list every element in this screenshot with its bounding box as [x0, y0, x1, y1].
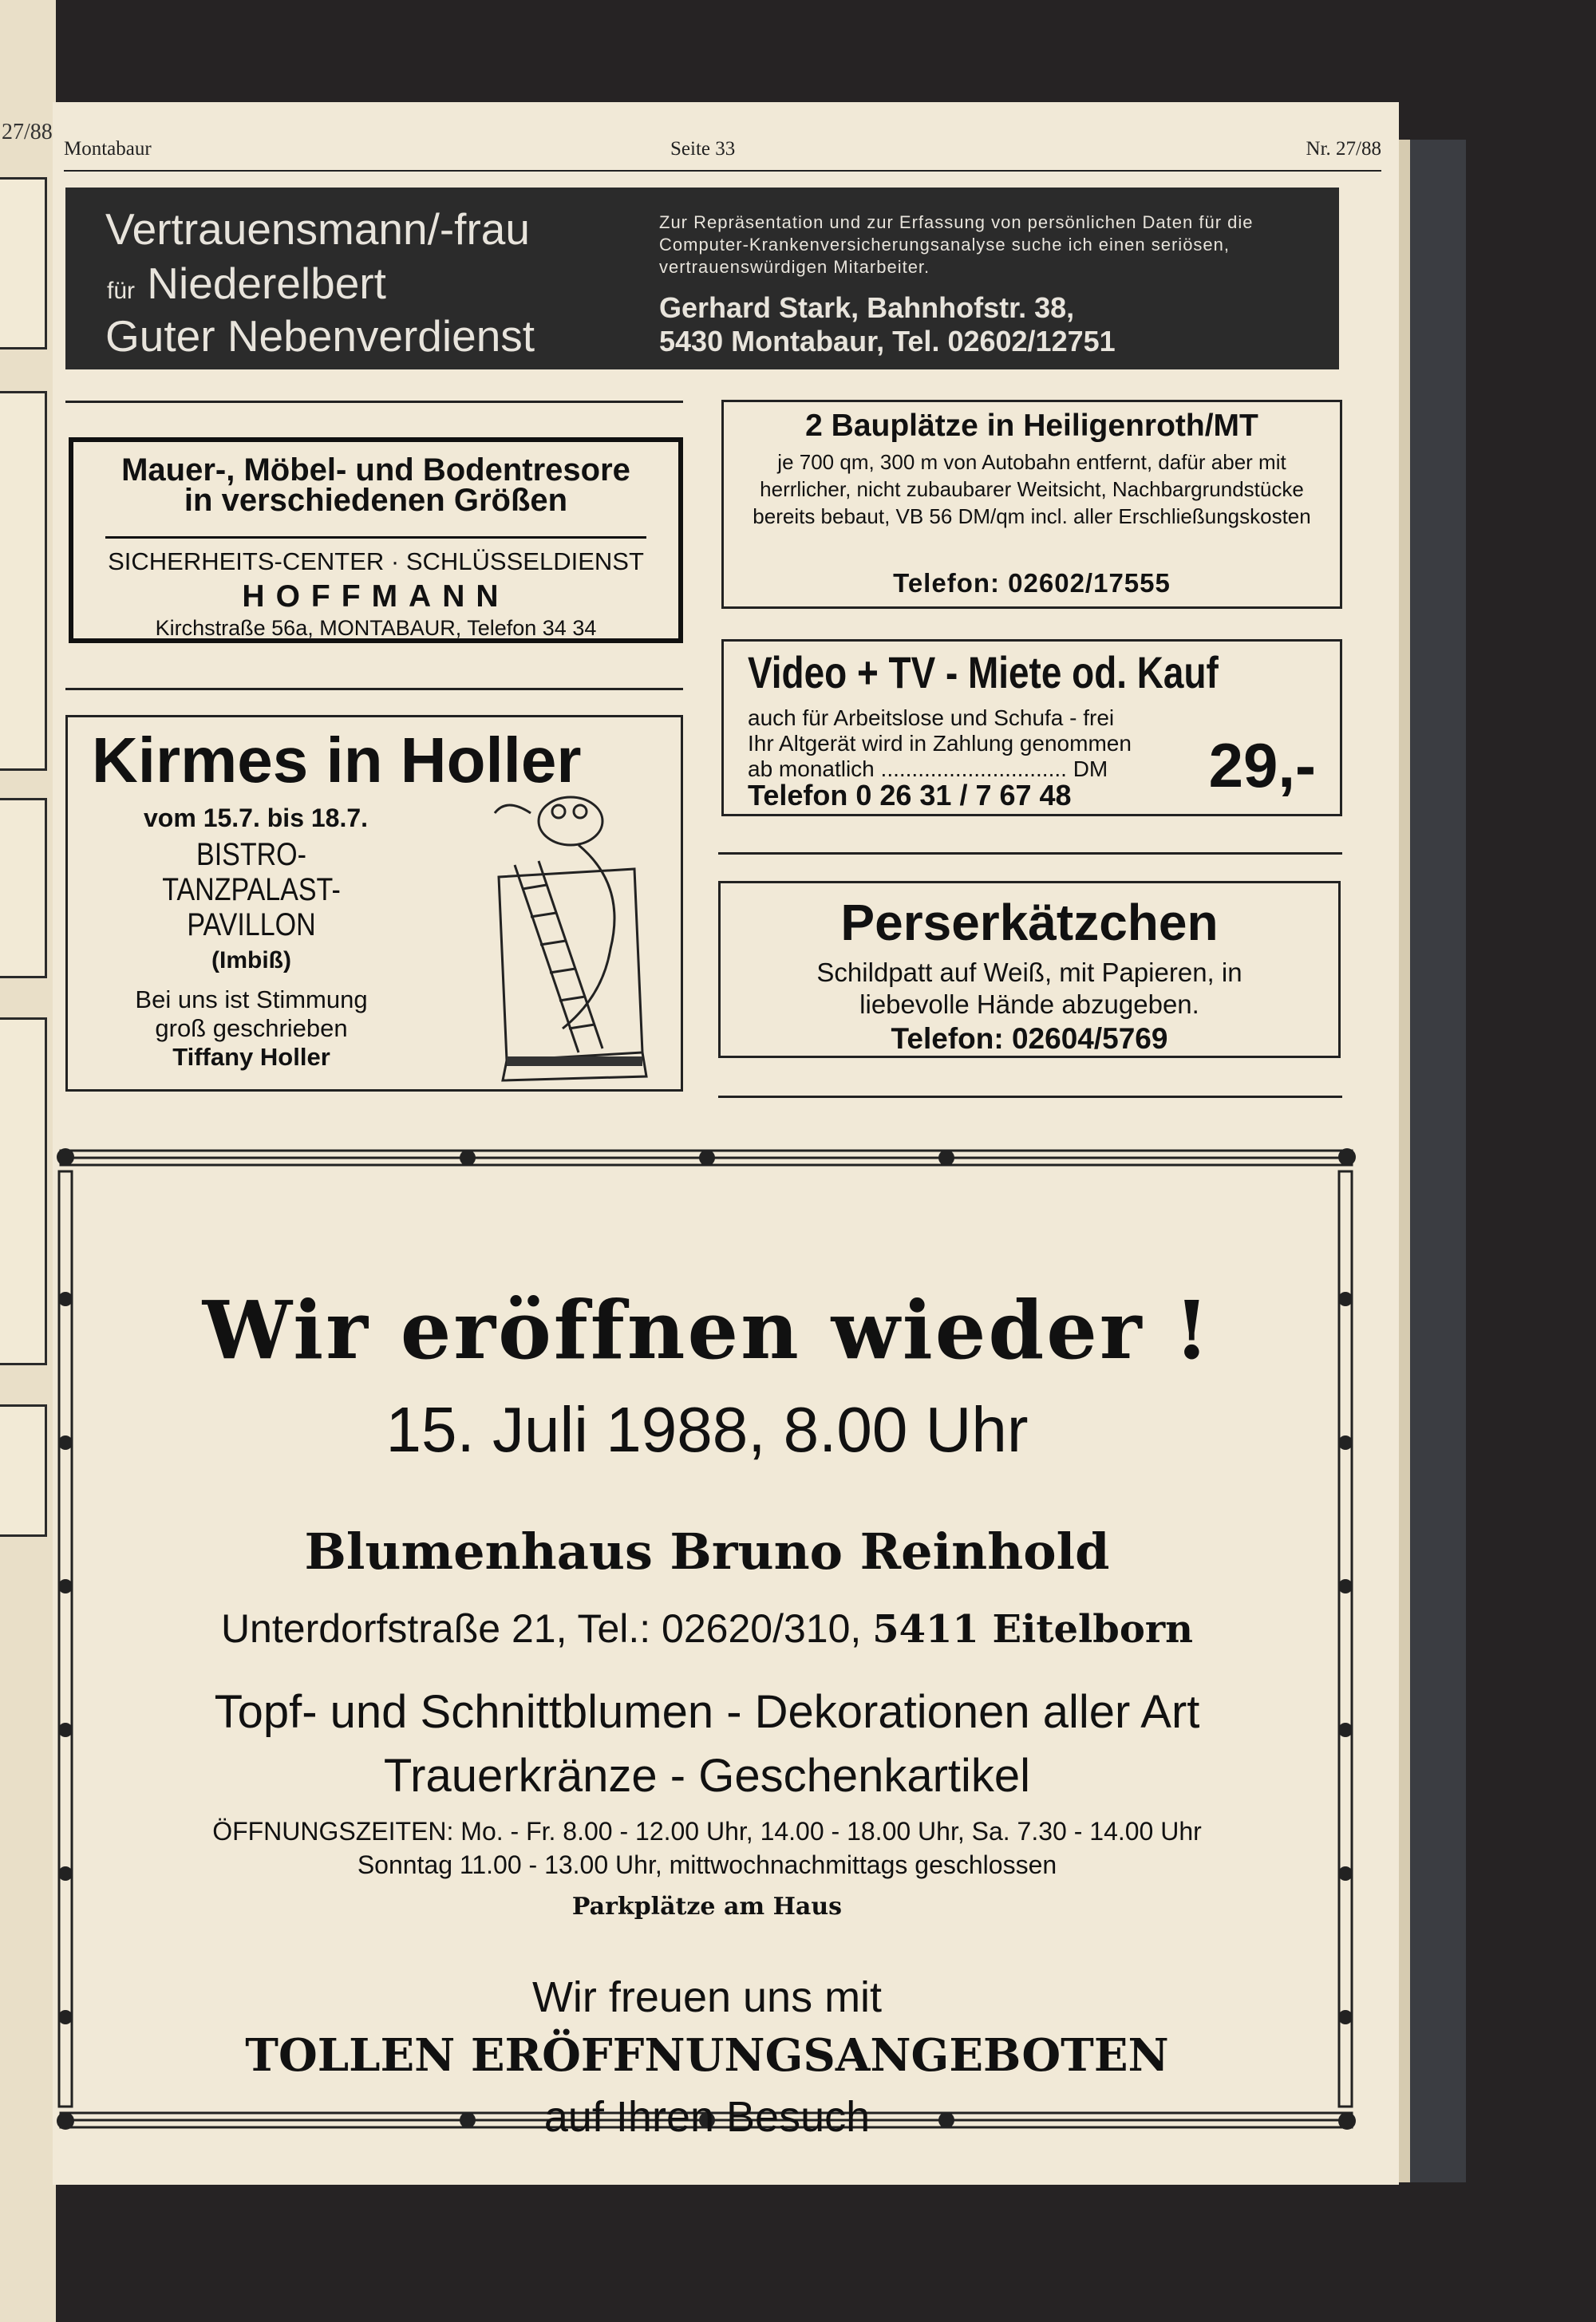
banner-text: Zur Repräsentation und zur Erfassung von persönlichen Daten für die Computer-Krankenversicherungsanalyse suche ich einen seriösen, vertrauenswürdigen Mitarbeiter. [659, 212, 1254, 277]
eroeffnung-products-2: Trauerkränze - Geschenkartikel [383, 1750, 1031, 1802]
eroeffnung-address: Unterdorfstraße 21, Tel.: 02620/310, 5411 Eitelborn [220, 1606, 1194, 1652]
edge-strip [0, 1404, 47, 1537]
eroeffnung-business-name: Blumenhaus Bruno Reinhold [304, 1522, 1110, 1581]
edge-strip [0, 177, 47, 349]
header-town: Montabaur [64, 138, 152, 160]
eroeffnung-closing-3: auf Ihren Besuch [543, 2093, 871, 2141]
eroeffnung-headline: Wir eröffnen wieder ! [202, 1283, 1212, 1377]
edge-label: 27/88 [2, 120, 53, 144]
video-title: Video + TV - Miete od. Kauf [748, 647, 1219, 697]
edge-strip [0, 391, 47, 771]
tresore-company: HOFFMANN [242, 579, 510, 614]
tresore-address: Kirchstraße 56a, MONTABAUR, Telefon 34 34 [155, 616, 597, 640]
banner-address: Gerhard Stark, Bahnhofstr. 38, 5430 Montabaur, Tel. 02602/12751 [659, 291, 1116, 357]
banner-subtitle: Guter Nebenverdienst [105, 311, 535, 361]
kirmes-dates: vom 15.7. bis 18.7. [144, 804, 369, 832]
eroeffnung-parking: Parkplätze am Haus [571, 1893, 843, 1921]
page-header [64, 138, 1381, 172]
video-text: auch für Arbeitslose und Schufa - frei Ihr Altgerät wird in Zahlung genommen ab monatlich .............................. DM [748, 705, 1132, 781]
previous-page-edge [0, 0, 56, 2322]
video-phone: Telefon 0 26 31 / 7 67 48 [748, 779, 1072, 812]
divider [65, 401, 683, 403]
header-page-number: Seite 33 [670, 138, 736, 160]
newspaper-page [53, 102, 1399, 2185]
ad-perserkaetzchen [718, 881, 1341, 1058]
divider [105, 536, 646, 539]
kirmes-text: BISTRO- TANZPALAST- PAVILLON (Imbiß) Bei uns ist Stimmung groß geschrieben Tiffany Holler [135, 837, 368, 1071]
divider [718, 852, 1342, 855]
video-price: 29,- [1208, 730, 1316, 800]
edge-strip [0, 1017, 47, 1365]
bauplaetze-title: 2 Bauplätze in Heiligenroth/MT [805, 409, 1258, 443]
perser-text: Schildpatt auf Weiß, mit Papieren, in liebevolle Hände abzugeben. [816, 958, 1242, 1019]
eroeffnung-hours: ÖFFNUNGSZEITEN: Mo. - Fr. 8.00 - 12.00 Uhr, 14.00 - 18.00 Uhr, Sa. 7.30 - 14.00 Uhr Sonntag 11.00 - 13.00 Uhr, mittwochnachmittags geschlossen [212, 1817, 1202, 1879]
header-issue: Nr. 27/88 [1306, 138, 1381, 160]
bauplaetze-text: je 700 qm, 300 m von Autobahn entfernt, dafür aber mit herrlicher, nicht zubaubarer Weitsicht, Nachbargrundstücke bereits bebaut, VB 56 DM/qm incl. aller Erschließungskosten [753, 450, 1311, 528]
ad-vertrauensmann [65, 188, 1339, 369]
divider [65, 688, 683, 690]
ad-kirmes [65, 715, 683, 1092]
divider [718, 1096, 1342, 1098]
tresore-subtitle: SICHERHEITS-CENTER · SCHLÜSSELDIENST [108, 547, 644, 575]
ad-video-tv [721, 639, 1342, 816]
edge-strip [0, 798, 47, 978]
binder-spine [1408, 140, 1466, 2182]
eroeffnung-date: 15. Juli 1988, 8.00 Uhr [385, 1394, 1029, 1465]
banner-title: Vertrauensmann/-frau [105, 204, 530, 254]
eroeffnung-closing-2: TOLLEN ERÖFFNUNGSANGEBOTEN [245, 2029, 1169, 2082]
eroeffnung-products: Topf- und Schnittblumen - Dekorationen aller Art [214, 1686, 1200, 1738]
ad-tresore [69, 437, 683, 643]
perser-phone: Telefon: 02604/5769 [891, 1022, 1168, 1055]
frog-ladder-illustration [483, 789, 666, 1084]
eroeffnung-closing-1: Wir freuen uns mit [531, 1973, 883, 2021]
banner-location: für Niederelbert [107, 259, 386, 308]
perser-title: Perserkätzchen [840, 894, 1219, 951]
bauplaetze-phone: Telefon: 02602/17555 [893, 568, 1171, 598]
ad-blumenhaus [53, 1139, 1361, 2141]
kirmes-title: Kirmes in Holler [92, 725, 582, 796]
tresore-title: Mauer-, Möbel- und Bodentresore in verschiedenen Größen [121, 452, 630, 518]
ad-bauplaetze [721, 400, 1342, 609]
